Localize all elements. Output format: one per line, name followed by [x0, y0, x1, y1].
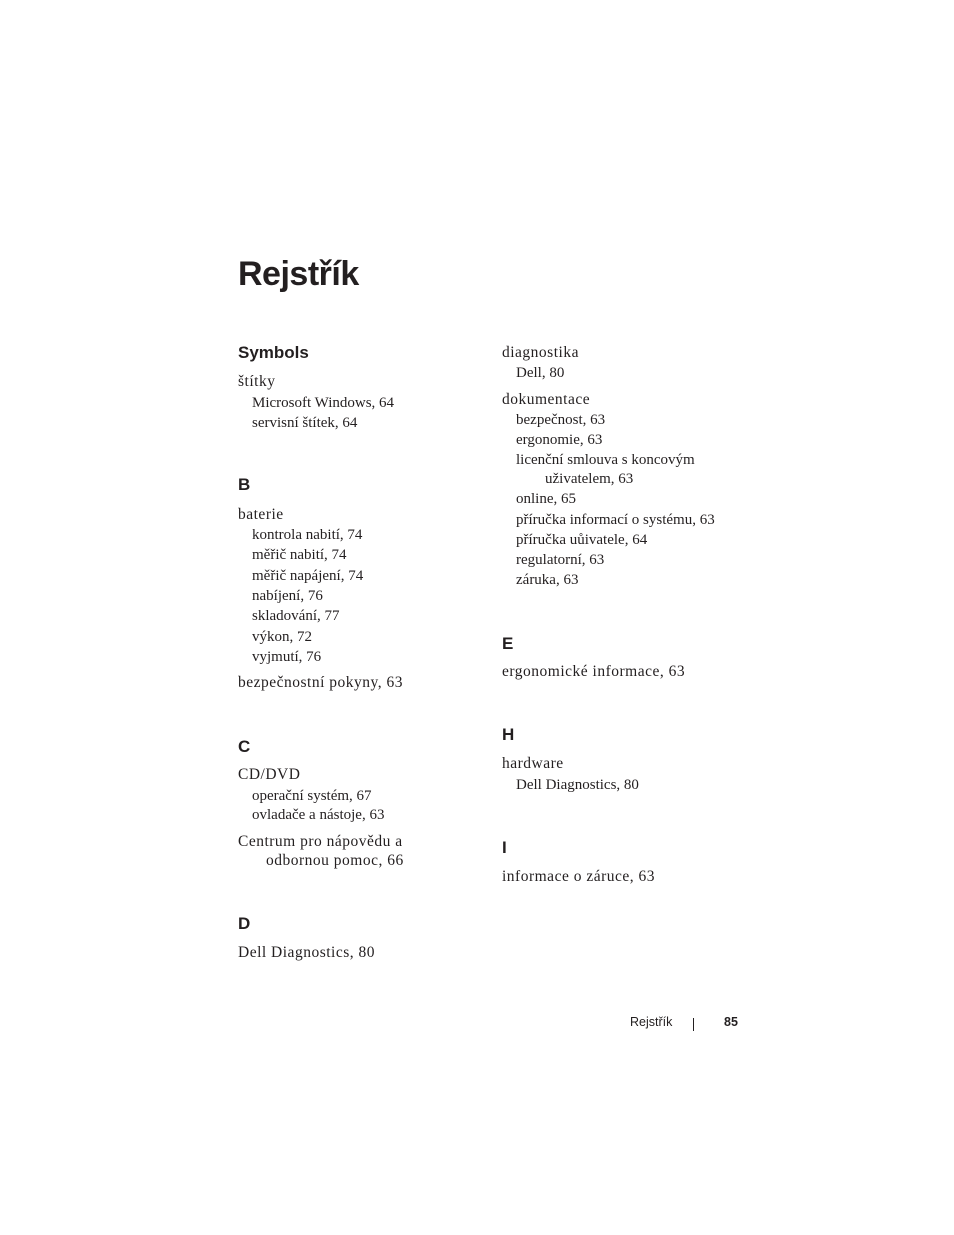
index-subentry: licenční smlouva s koncovým [516, 452, 695, 468]
section-heading-c: C [238, 737, 251, 756]
index-subentry: příručka informací o systému, 63 [516, 512, 715, 528]
index-subentry: kontrola nabití, 74 [252, 527, 363, 543]
index-subentry: Dell, 80 [516, 365, 565, 381]
section-heading-e: E [502, 634, 514, 653]
index-entry: CD/DVD [238, 766, 301, 783]
page-number: 85 [724, 1015, 738, 1029]
index-subentry: regulatorní, 63 [516, 552, 605, 568]
index-subentry: online, 65 [516, 491, 576, 507]
section-heading-b: B [238, 475, 251, 494]
section-heading-h: H [502, 725, 515, 744]
index-entry: diagnostika [502, 344, 579, 361]
index-subentry: ergonomie, 63 [516, 432, 603, 448]
section-heading-symbols: Symbols [238, 343, 309, 362]
index-subentry: operační systém, 67 [252, 788, 372, 804]
footer-divider [693, 1018, 694, 1031]
index-subentry: Dell Diagnostics, 80 [516, 777, 639, 793]
index-subentry: vyjmutí, 76 [252, 649, 322, 665]
index-subentry: nabíjení, 76 [252, 588, 323, 604]
index-subentry: bezpečnost, 63 [516, 412, 606, 428]
section-heading-i: I [502, 838, 507, 857]
index-subentry: výkon, 72 [252, 629, 312, 645]
index-entry: Dell Diagnostics, 80 [238, 944, 375, 961]
index-entry: bezpečnostní pokyny, 63 [238, 674, 404, 691]
page-title: Rejstřík [238, 255, 359, 293]
index-subentry: měřič napájení, 74 [252, 568, 364, 584]
index-entry: dokumentace [502, 391, 591, 408]
index-entry: hardware [502, 755, 564, 772]
index-subentry: záruka, 63 [516, 572, 579, 588]
index-entry: ergonomické informace, 63 [502, 663, 686, 680]
index-entry: štítky [238, 373, 276, 390]
footer-section-label: Rejstřík [630, 1015, 673, 1029]
index-subentry: ovladače a nástoje, 63 [252, 807, 385, 823]
section-heading-d: D [238, 914, 251, 933]
index-subentry-continuation: uživatelem, 63 [545, 471, 634, 487]
index-subentry: Microsoft Windows, 64 [252, 395, 395, 411]
index-subentry: příručka uůivatele, 64 [516, 532, 648, 548]
index-subentry: skladování, 77 [252, 608, 340, 624]
index-entry: baterie [238, 506, 284, 523]
index-entry: Centrum pro nápovědu a [238, 833, 403, 850]
index-entry-continuation: odbornou pomoc, 66 [266, 852, 404, 869]
index-subentry: měřič nabití, 74 [252, 547, 347, 563]
index-subentry: servisní štítek, 64 [252, 415, 358, 431]
index-entry: informace o záruce, 63 [502, 868, 656, 885]
